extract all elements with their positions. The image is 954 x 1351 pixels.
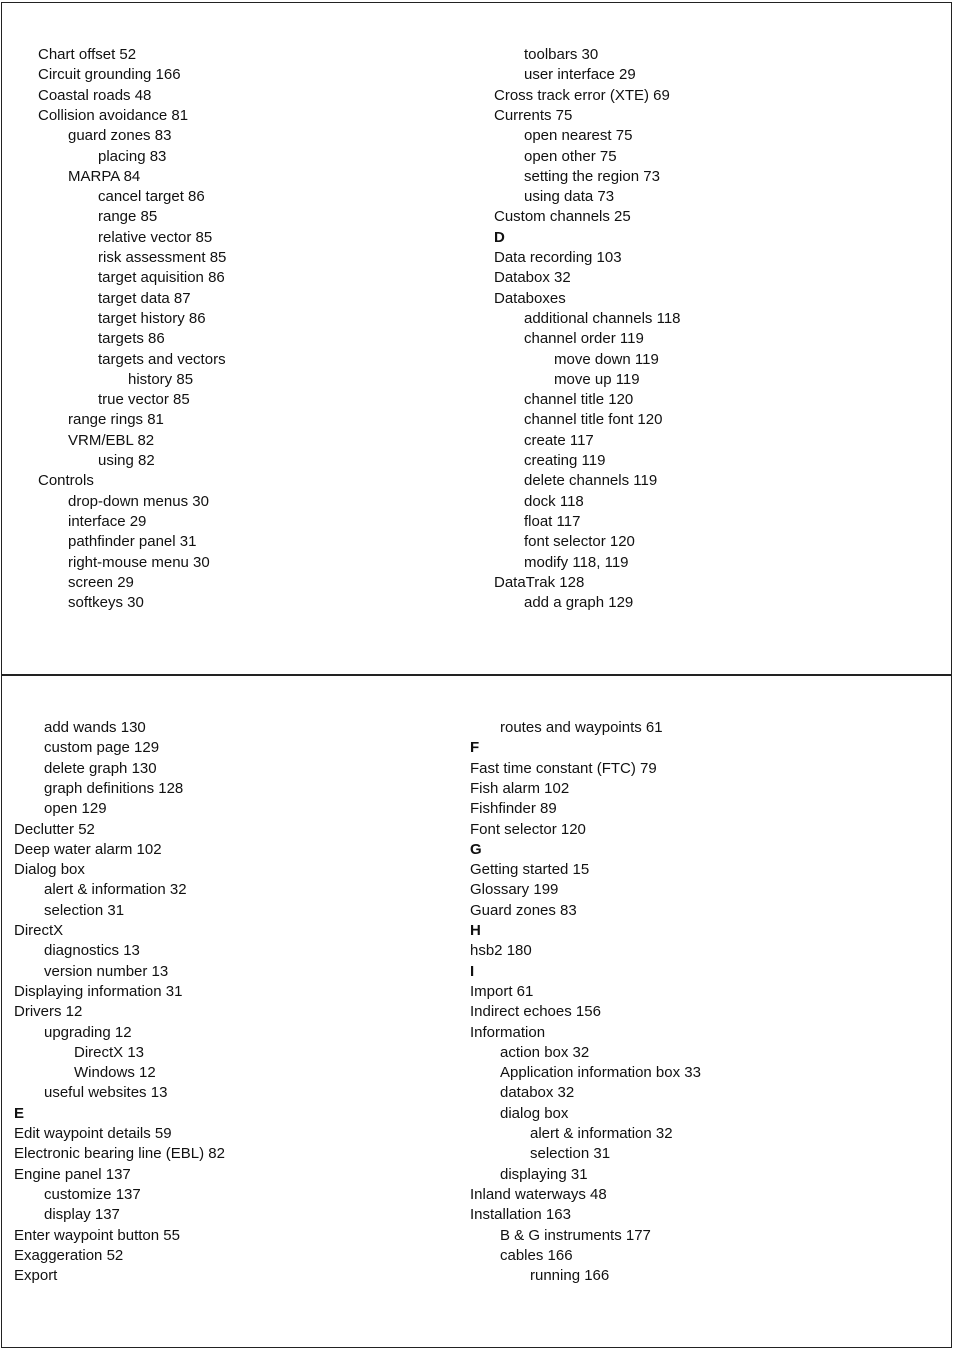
index-entry: hsb2 180 bbox=[470, 942, 532, 960]
index-entry: Custom channels 25 bbox=[494, 208, 631, 226]
index-entry: upgrading 12 bbox=[44, 1023, 132, 1041]
index-entry: risk assessment 85 bbox=[98, 249, 227, 266]
index-entry: Declutter 52 bbox=[14, 820, 95, 838]
index-entry: diagnostics 13 bbox=[44, 942, 140, 960]
index-letter-heading: G bbox=[470, 840, 482, 858]
index-entry: range rings 81 bbox=[68, 411, 164, 429]
index-entry: VRM/EBL 82 bbox=[68, 431, 155, 449]
index-entry: channel title 120 bbox=[524, 391, 634, 409]
index-entry: Exaggeration 52 bbox=[14, 1246, 124, 1264]
index-entry: Windows 12 bbox=[74, 1064, 156, 1082]
index-entry: Dialog box bbox=[14, 861, 85, 879]
index-entry: Drivers 12 bbox=[14, 1003, 83, 1021]
index-entry: Fishfinder 89 bbox=[470, 800, 557, 818]
index-entry: setting the region 73 bbox=[524, 167, 660, 185]
index-entry: Edit waypoint details 59 bbox=[14, 1125, 172, 1142]
index-entry: relative vector 85 bbox=[98, 228, 213, 246]
index-entry: targets and vectors bbox=[98, 350, 226, 368]
index-entry: open nearest 75 bbox=[524, 127, 633, 145]
index-entry: modify 118, 119 bbox=[524, 553, 629, 571]
index-entry: Currents 75 bbox=[494, 106, 573, 124]
index-entry: Displaying information 31 bbox=[14, 982, 183, 1000]
index-entry: target history 86 bbox=[98, 309, 206, 327]
index-letter-heading: F bbox=[470, 739, 480, 757]
index-entry: channel title font 120 bbox=[524, 411, 663, 429]
index-entry: selection 31 bbox=[44, 901, 125, 919]
index-entry: target data 87 bbox=[98, 289, 191, 307]
index-entry: channel order 119 bbox=[524, 330, 644, 348]
index-entry: move up 119 bbox=[554, 370, 640, 388]
index-entry: Chart offset 52 bbox=[38, 46, 137, 63]
index-entry: Cross track error (XTE) 69 bbox=[494, 86, 670, 104]
index-entry: dialog box bbox=[500, 1104, 569, 1122]
index-entry: Installation 163 bbox=[470, 1206, 571, 1224]
index-entry: right-mouse menu 30 bbox=[68, 553, 210, 571]
index-entry: Electronic bearing line (EBL) 82 bbox=[14, 1145, 225, 1163]
index-entry: alert & information 32 bbox=[530, 1125, 673, 1142]
index-entry: Enter waypoint button 55 bbox=[14, 1226, 180, 1244]
index-entry: alert & information 32 bbox=[44, 881, 187, 899]
index-entry: DirectX bbox=[14, 922, 64, 939]
index-entry: graph definitions 128 bbox=[44, 779, 184, 797]
index-entry: Fish alarm 102 bbox=[470, 779, 570, 797]
index-entry: delete channels 119 bbox=[524, 472, 658, 490]
index-entry: delete graph 130 bbox=[44, 759, 157, 777]
index-entry: user interface 29 bbox=[524, 66, 636, 84]
index-letter-heading: I bbox=[470, 962, 475, 980]
index-entry: Engine panel 137 bbox=[14, 1165, 131, 1183]
index-entry: Application information box 33 bbox=[500, 1064, 701, 1082]
index-entry: open 129 bbox=[44, 800, 107, 818]
index-entry: creating 119 bbox=[524, 452, 606, 469]
index-entry: placing 83 bbox=[98, 147, 167, 165]
index-entry: Data recording 103 bbox=[494, 249, 622, 266]
index-entry: targets 86 bbox=[98, 330, 165, 348]
index-entry: additional channels 118 bbox=[524, 309, 681, 327]
index-entry: cancel target 86 bbox=[98, 188, 205, 206]
index-entry: databox 32 bbox=[500, 1084, 575, 1102]
index-entry: add a graph 129 bbox=[524, 594, 634, 612]
index-entry: display 137 bbox=[44, 1206, 120, 1224]
index-entry: using data 73 bbox=[524, 188, 615, 206]
index-entry: Inland waterways 48 bbox=[470, 1185, 607, 1203]
index-entry: Controls bbox=[38, 472, 94, 490]
index-entry: Databoxes bbox=[494, 289, 566, 307]
index-entry: pathfinder panel 31 bbox=[68, 533, 197, 551]
index-entry: float 117 bbox=[524, 512, 581, 530]
index-entry: move down 119 bbox=[554, 350, 659, 368]
index-entry: useful websites 13 bbox=[44, 1084, 168, 1102]
index-entry: history 85 bbox=[128, 370, 194, 388]
index-entry: Guard zones 83 bbox=[470, 901, 577, 919]
index-entry: Databox 32 bbox=[494, 269, 571, 287]
index-entry: version number 13 bbox=[44, 962, 169, 980]
index-entry: toolbars 30 bbox=[524, 46, 599, 63]
index-entry: Getting started 15 bbox=[470, 861, 590, 879]
index-entry: Font selector 120 bbox=[470, 820, 586, 838]
index-entry: customize 137 bbox=[44, 1185, 141, 1203]
index-entry: DataTrak 128 bbox=[494, 573, 585, 591]
index-letter-heading: H bbox=[470, 922, 481, 939]
index-letter-heading: D bbox=[494, 228, 505, 246]
index-entry: selection 31 bbox=[530, 1145, 611, 1163]
index-entry: add wands 130 bbox=[44, 719, 146, 736]
index-entry: Circuit grounding 166 bbox=[38, 66, 181, 84]
index-entry: action box 32 bbox=[500, 1043, 590, 1061]
index-entry: Collision avoidance 81 bbox=[38, 106, 189, 124]
index-entry: drop-down menus 30 bbox=[68, 492, 209, 510]
index-entry: running 166 bbox=[530, 1267, 610, 1285]
index-entry: DirectX 13 bbox=[74, 1043, 145, 1061]
index-entry: true vector 85 bbox=[98, 391, 190, 409]
index-entry: using 82 bbox=[98, 452, 155, 469]
index-entry: target aquisition 86 bbox=[98, 269, 225, 287]
index-entry: B & G instruments 177 bbox=[500, 1226, 651, 1244]
index-entry: Import 61 bbox=[470, 982, 534, 1000]
index-entry: font selector 120 bbox=[524, 533, 635, 551]
index-entry: open other 75 bbox=[524, 147, 617, 165]
index-entry: routes and waypoints 61 bbox=[500, 719, 663, 736]
index-entry: screen 29 bbox=[68, 573, 134, 591]
index-entry: cables 166 bbox=[500, 1246, 573, 1264]
index-entry: Coastal roads 48 bbox=[38, 86, 152, 104]
index-entry: Export bbox=[14, 1267, 58, 1285]
index-entry: softkeys 30 bbox=[68, 594, 144, 612]
index-entry: Deep water alarm 102 bbox=[14, 840, 162, 858]
index-entry: custom page 129 bbox=[44, 739, 160, 757]
index-entry: Indirect echoes 156 bbox=[470, 1003, 601, 1021]
index-entry: interface 29 bbox=[68, 512, 147, 530]
index-entry: Glossary 199 bbox=[470, 881, 559, 899]
index-entry: range 85 bbox=[98, 208, 158, 226]
index-letter-heading: E bbox=[14, 1104, 25, 1122]
index-entry: dock 118 bbox=[524, 492, 584, 510]
index-entry: guard zones 83 bbox=[68, 127, 172, 145]
index-entry: MARPA 84 bbox=[68, 167, 141, 185]
index-entry: create 117 bbox=[524, 431, 594, 449]
index-entry: displaying 31 bbox=[500, 1165, 588, 1183]
index-page-top bbox=[1, 2, 952, 675]
index-entry: Fast time constant (FTC) 79 bbox=[470, 759, 657, 777]
index-page-bottom bbox=[1, 675, 952, 1348]
index-entry: Information bbox=[470, 1023, 546, 1041]
